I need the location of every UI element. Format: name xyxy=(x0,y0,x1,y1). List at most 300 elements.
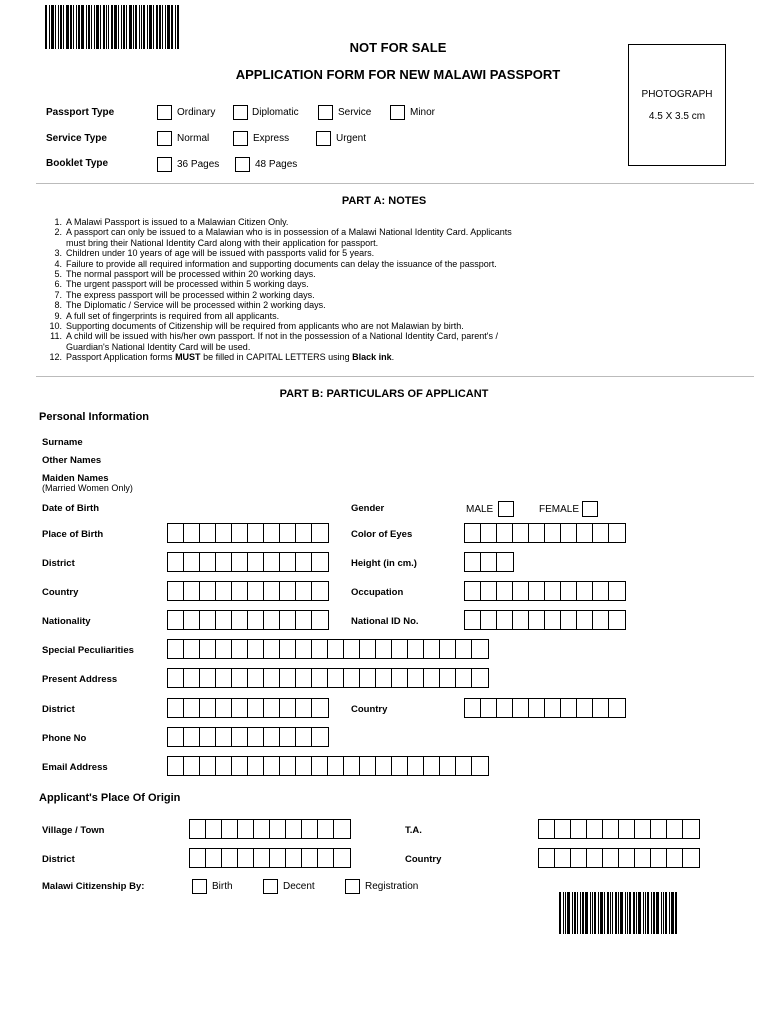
char-cell[interactable] xyxy=(216,728,232,746)
char-cell[interactable] xyxy=(465,553,481,571)
char-cell[interactable] xyxy=(280,524,296,542)
char-cell[interactable] xyxy=(312,728,328,746)
char-cell[interactable] xyxy=(408,669,424,687)
char-cell[interactable] xyxy=(200,699,216,717)
barcode-bar xyxy=(661,892,662,934)
char-cell[interactable] xyxy=(481,582,497,600)
char-cell[interactable] xyxy=(328,640,344,658)
district-input[interactable] xyxy=(167,552,329,572)
char-cell[interactable] xyxy=(232,728,248,746)
barcode-bar xyxy=(153,5,154,49)
char-cell[interactable] xyxy=(302,849,318,867)
barcode-bar xyxy=(582,892,584,934)
male-checkbox[interactable] xyxy=(498,501,514,517)
char-cell[interactable] xyxy=(312,757,328,775)
barcode-bar xyxy=(123,5,125,49)
char-cell[interactable] xyxy=(248,669,264,687)
express-checkbox[interactable] xyxy=(233,131,248,146)
char-cell[interactable] xyxy=(683,820,699,838)
char-cell[interactable] xyxy=(168,582,184,600)
char-cell[interactable] xyxy=(296,524,312,542)
divider-1 xyxy=(36,183,754,184)
char-cell[interactable] xyxy=(264,553,280,571)
char-cell[interactable] xyxy=(238,849,254,867)
female-checkbox[interactable] xyxy=(582,501,598,517)
char-cell[interactable] xyxy=(184,582,200,600)
char-cell[interactable] xyxy=(248,699,264,717)
barcode-bar xyxy=(96,5,99,49)
maiden-names-note: (Married Women Only) xyxy=(42,483,133,493)
char-cell[interactable] xyxy=(216,524,232,542)
char-cell[interactable] xyxy=(683,849,699,867)
char-cell[interactable] xyxy=(424,669,440,687)
char-cell[interactable] xyxy=(545,524,561,542)
char-cell[interactable] xyxy=(497,553,513,571)
not-for-sale-heading: NOT FOR SALE xyxy=(349,40,447,55)
registration-checkbox[interactable] xyxy=(345,879,360,894)
char-cell[interactable] xyxy=(593,699,609,717)
char-cell[interactable] xyxy=(280,611,296,629)
char-cell[interactable] xyxy=(232,582,248,600)
char-cell[interactable] xyxy=(216,553,232,571)
char-cell[interactable] xyxy=(264,640,280,658)
char-cell[interactable] xyxy=(360,757,376,775)
char-cell[interactable] xyxy=(206,849,222,867)
barcode-bar xyxy=(643,892,644,934)
char-cell[interactable] xyxy=(184,757,200,775)
char-cell[interactable] xyxy=(264,699,280,717)
char-cell[interactable] xyxy=(577,699,593,717)
char-cell[interactable] xyxy=(168,611,184,629)
char-cell[interactable] xyxy=(440,640,456,658)
char-cell[interactable] xyxy=(481,699,497,717)
char-cell[interactable] xyxy=(456,757,472,775)
color-of-eyes-input[interactable] xyxy=(464,523,626,543)
note-item: 3. Children under 10 years of age will be issued with passports valid for 5 years. xyxy=(54,248,375,259)
char-cell[interactable] xyxy=(360,640,376,658)
barcode-bar xyxy=(108,5,109,49)
char-cell[interactable] xyxy=(571,820,587,838)
char-cell[interactable] xyxy=(312,640,328,658)
barcode-bar xyxy=(663,892,664,934)
char-cell[interactable] xyxy=(635,820,651,838)
char-cell[interactable] xyxy=(424,757,440,775)
char-cell[interactable] xyxy=(529,524,545,542)
char-cell[interactable] xyxy=(216,640,232,658)
char-cell[interactable] xyxy=(603,849,619,867)
barcode-bar xyxy=(594,892,596,934)
char-cell[interactable] xyxy=(392,757,408,775)
char-cell[interactable] xyxy=(248,611,264,629)
char-cell[interactable] xyxy=(667,849,683,867)
char-cell[interactable] xyxy=(280,757,296,775)
48-pages-label: 48 Pages xyxy=(255,159,298,170)
service-type-label: Service Type xyxy=(46,133,107,144)
height-input[interactable] xyxy=(464,552,514,572)
char-cell[interactable] xyxy=(286,849,302,867)
char-cell[interactable] xyxy=(472,640,488,658)
char-cell[interactable] xyxy=(539,849,555,867)
barcode-bar xyxy=(63,5,64,49)
char-cell[interactable] xyxy=(254,820,270,838)
diplomatic-checkbox[interactable] xyxy=(233,105,248,120)
barcode-bar xyxy=(559,892,561,934)
char-cell[interactable] xyxy=(334,849,350,867)
char-cell[interactable] xyxy=(216,669,232,687)
barcode-bar xyxy=(106,5,107,49)
char-cell[interactable] xyxy=(360,669,376,687)
char-cell[interactable] xyxy=(619,849,635,867)
char-cell[interactable] xyxy=(312,524,328,542)
char-cell[interactable] xyxy=(232,553,248,571)
char-cell[interactable] xyxy=(609,524,625,542)
char-cell[interactable] xyxy=(376,757,392,775)
char-cell[interactable] xyxy=(248,757,264,775)
char-cell[interactable] xyxy=(408,640,424,658)
barcode-bar xyxy=(612,892,613,934)
char-cell[interactable] xyxy=(545,699,561,717)
char-cell[interactable] xyxy=(270,849,286,867)
minor-checkbox[interactable] xyxy=(390,105,405,120)
char-cell[interactable] xyxy=(561,611,577,629)
char-cell[interactable] xyxy=(593,611,609,629)
passport-type-label: Passport Type xyxy=(46,107,115,118)
barcode-bar xyxy=(600,892,603,934)
char-cell[interactable] xyxy=(280,669,296,687)
nationality-label: Nationality xyxy=(42,616,91,627)
char-cell[interactable] xyxy=(577,611,593,629)
address-district-input[interactable] xyxy=(167,698,329,718)
char-cell[interactable] xyxy=(168,640,184,658)
special-peculiarities-label: Special Peculiarities xyxy=(42,645,134,656)
char-cell[interactable] xyxy=(264,728,280,746)
ta-input[interactable] xyxy=(538,819,700,839)
char-cell[interactable] xyxy=(392,669,408,687)
char-cell[interactable] xyxy=(280,728,296,746)
char-cell[interactable] xyxy=(280,640,296,658)
char-cell[interactable] xyxy=(248,582,264,600)
char-cell[interactable] xyxy=(248,524,264,542)
char-cell[interactable] xyxy=(593,524,609,542)
char-cell[interactable] xyxy=(561,582,577,600)
occupation-input[interactable] xyxy=(464,581,626,601)
urgent-checkbox[interactable] xyxy=(316,131,331,146)
char-cell[interactable] xyxy=(184,699,200,717)
char-cell[interactable] xyxy=(667,820,683,838)
char-cell[interactable] xyxy=(168,553,184,571)
barcode-bar xyxy=(627,892,628,934)
char-cell[interactable] xyxy=(513,699,529,717)
char-cell[interactable] xyxy=(184,553,200,571)
char-cell[interactable] xyxy=(328,669,344,687)
char-cell[interactable] xyxy=(264,582,280,600)
char-cell[interactable] xyxy=(296,582,312,600)
char-cell[interactable] xyxy=(424,640,440,658)
char-cell[interactable] xyxy=(184,611,200,629)
ta-label: T.A. xyxy=(405,825,422,836)
place-of-birth-input[interactable] xyxy=(167,523,329,543)
char-cell[interactable] xyxy=(481,611,497,629)
char-cell[interactable] xyxy=(222,820,238,838)
male-label: MALE xyxy=(466,504,494,515)
barcode-bar xyxy=(671,892,674,934)
barcode-bar xyxy=(592,892,593,934)
birth-checkbox[interactable] xyxy=(192,879,207,894)
village-town-input[interactable] xyxy=(189,819,351,839)
char-cell[interactable] xyxy=(232,669,248,687)
char-cell[interactable] xyxy=(232,757,248,775)
barcode-bar xyxy=(167,5,170,49)
char-cell[interactable] xyxy=(168,699,184,717)
char-cell[interactable] xyxy=(264,757,280,775)
char-cell[interactable] xyxy=(456,669,472,687)
char-cell[interactable] xyxy=(472,757,488,775)
char-cell[interactable] xyxy=(619,820,635,838)
char-cell[interactable] xyxy=(184,640,200,658)
barcode-bar xyxy=(111,5,113,49)
char-cell[interactable] xyxy=(168,669,184,687)
char-cell[interactable] xyxy=(296,699,312,717)
note-item: 4. Failure to provide all required information and supporting documents can delay the issuance of the passport. xyxy=(54,258,497,269)
barcode-bar xyxy=(604,892,605,934)
char-cell[interactable] xyxy=(206,820,222,838)
char-cell[interactable] xyxy=(168,728,184,746)
phone-input[interactable] xyxy=(167,727,329,747)
char-cell[interactable] xyxy=(232,611,248,629)
char-cell[interactable] xyxy=(222,849,238,867)
char-cell[interactable] xyxy=(248,640,264,658)
address-country-input[interactable] xyxy=(464,698,626,718)
barcode-bar xyxy=(647,892,649,934)
char-cell[interactable] xyxy=(312,582,328,600)
char-cell[interactable] xyxy=(344,640,360,658)
country-input[interactable] xyxy=(167,581,329,601)
char-cell[interactable] xyxy=(232,640,248,658)
char-cell[interactable] xyxy=(577,582,593,600)
char-cell[interactable] xyxy=(168,757,184,775)
char-cell[interactable] xyxy=(497,611,513,629)
char-cell[interactable] xyxy=(318,820,334,838)
photograph-label: PHOTOGRAPH xyxy=(641,89,713,100)
char-cell[interactable] xyxy=(280,582,296,600)
char-cell[interactable] xyxy=(376,669,392,687)
char-cell[interactable] xyxy=(440,669,456,687)
char-cell[interactable] xyxy=(200,757,216,775)
char-cell[interactable] xyxy=(651,820,667,838)
email-label: Email Address xyxy=(42,762,108,773)
char-cell[interactable] xyxy=(200,728,216,746)
char-cell[interactable] xyxy=(168,524,184,542)
char-cell[interactable] xyxy=(334,820,350,838)
char-cell[interactable] xyxy=(465,611,481,629)
char-cell[interactable] xyxy=(264,669,280,687)
char-cell[interactable] xyxy=(200,640,216,658)
char-cell[interactable] xyxy=(238,820,254,838)
char-cell[interactable] xyxy=(609,611,625,629)
char-cell[interactable] xyxy=(296,553,312,571)
char-cell[interactable] xyxy=(296,640,312,658)
note-item: 5. The normal passport will be processed within 20 working days. xyxy=(54,269,316,280)
note-item: 7. The express passport will be processed within 2 working days. xyxy=(54,289,315,300)
char-cell[interactable] xyxy=(190,849,206,867)
char-cell[interactable] xyxy=(216,757,232,775)
barcode-bar xyxy=(598,892,599,934)
origin-district-label: District xyxy=(42,854,75,865)
barcode-bar xyxy=(615,892,617,934)
char-cell[interactable] xyxy=(497,699,513,717)
char-cell[interactable] xyxy=(545,582,561,600)
char-cell[interactable] xyxy=(296,757,312,775)
char-cell[interactable] xyxy=(587,849,603,867)
char-cell[interactable] xyxy=(593,582,609,600)
char-cell[interactable] xyxy=(481,553,497,571)
char-cell[interactable] xyxy=(312,669,328,687)
barcode-bar xyxy=(81,5,84,49)
char-cell[interactable] xyxy=(577,524,593,542)
char-cell[interactable] xyxy=(280,699,296,717)
char-cell[interactable] xyxy=(216,611,232,629)
char-cell[interactable] xyxy=(609,582,625,600)
barcode-bar xyxy=(651,892,652,934)
char-cell[interactable] xyxy=(232,699,248,717)
char-cell[interactable] xyxy=(264,524,280,542)
char-cell[interactable] xyxy=(312,611,328,629)
booklet-type-label: Booklet Type xyxy=(46,158,109,169)
char-cell[interactable] xyxy=(312,553,328,571)
36-pages-checkbox[interactable] xyxy=(157,157,172,172)
char-cell[interactable] xyxy=(328,757,344,775)
char-cell[interactable] xyxy=(376,640,392,658)
ordinary-checkbox[interactable] xyxy=(157,105,172,120)
char-cell[interactable] xyxy=(200,582,216,600)
char-cell[interactable] xyxy=(497,582,513,600)
barcode-bar xyxy=(638,892,641,934)
char-cell[interactable] xyxy=(440,757,456,775)
char-cell[interactable] xyxy=(190,820,206,838)
char-cell[interactable] xyxy=(465,582,481,600)
char-cell[interactable] xyxy=(472,669,488,687)
char-cell[interactable] xyxy=(232,524,248,542)
place-of-birth-label: Place of Birth xyxy=(42,529,104,540)
char-cell[interactable] xyxy=(200,524,216,542)
char-cell[interactable] xyxy=(456,640,472,658)
barcode-bar xyxy=(159,5,161,49)
char-cell[interactable] xyxy=(392,640,408,658)
origin-district-input[interactable] xyxy=(189,848,351,868)
char-cell[interactable] xyxy=(408,757,424,775)
char-cell[interactable] xyxy=(529,582,545,600)
char-cell[interactable] xyxy=(254,849,270,867)
barcode-top xyxy=(45,5,180,49)
char-cell[interactable] xyxy=(561,699,577,717)
48-pages-checkbox[interactable] xyxy=(235,157,250,172)
email-input[interactable] xyxy=(167,756,489,776)
char-cell[interactable] xyxy=(302,820,318,838)
char-cell[interactable] xyxy=(200,669,216,687)
barcode-bar xyxy=(618,892,619,934)
barcode-bar xyxy=(675,892,677,934)
char-cell[interactable] xyxy=(312,699,328,717)
barcode-bar xyxy=(171,5,173,49)
barcode-bar xyxy=(165,5,166,49)
char-cell[interactable] xyxy=(609,699,625,717)
char-cell[interactable] xyxy=(344,669,360,687)
char-cell[interactable] xyxy=(497,524,513,542)
service-checkbox[interactable] xyxy=(318,105,333,120)
char-cell[interactable] xyxy=(216,582,232,600)
national-id-input[interactable] xyxy=(464,610,626,630)
barcode-bar xyxy=(60,5,62,49)
char-cell[interactable] xyxy=(465,699,481,717)
char-cell[interactable] xyxy=(529,699,545,717)
char-cell[interactable] xyxy=(481,524,497,542)
char-cell[interactable] xyxy=(296,669,312,687)
char-cell[interactable] xyxy=(184,669,200,687)
char-cell[interactable] xyxy=(529,611,545,629)
char-cell[interactable] xyxy=(587,820,603,838)
nationality-input[interactable] xyxy=(167,610,329,630)
char-cell[interactable] xyxy=(603,820,619,838)
char-cell[interactable] xyxy=(513,611,529,629)
present-address-input[interactable] xyxy=(167,668,489,688)
divider-2 xyxy=(36,376,754,377)
birth-label: Birth xyxy=(212,881,233,892)
normal-checkbox[interactable] xyxy=(157,131,172,146)
char-cell[interactable] xyxy=(184,728,200,746)
barcode-bar xyxy=(633,892,635,934)
char-cell[interactable] xyxy=(561,524,577,542)
special-peculiarities-input[interactable] xyxy=(167,639,489,659)
char-cell[interactable] xyxy=(513,524,529,542)
barcode-bar xyxy=(585,892,588,934)
barcode-bar xyxy=(45,5,47,49)
char-cell[interactable] xyxy=(545,611,561,629)
barcode-bar xyxy=(625,892,626,934)
char-cell[interactable] xyxy=(465,524,481,542)
char-cell[interactable] xyxy=(571,849,587,867)
char-cell[interactable] xyxy=(555,849,571,867)
personal-information-heading: Personal Information xyxy=(39,411,150,423)
char-cell[interactable] xyxy=(286,820,302,838)
char-cell[interactable] xyxy=(555,820,571,838)
char-cell[interactable] xyxy=(200,553,216,571)
char-cell[interactable] xyxy=(651,849,667,867)
char-cell[interactable] xyxy=(248,553,264,571)
char-cell[interactable] xyxy=(216,699,232,717)
char-cell[interactable] xyxy=(635,849,651,867)
barcode-bar xyxy=(114,5,117,49)
barcode-bar xyxy=(629,892,631,934)
origin-country-label: Country xyxy=(405,854,442,865)
char-cell[interactable] xyxy=(270,820,286,838)
barcode-bar xyxy=(86,5,87,49)
barcode-bar xyxy=(572,892,573,934)
char-cell[interactable] xyxy=(184,524,200,542)
char-cell[interactable] xyxy=(513,582,529,600)
char-cell[interactable] xyxy=(264,611,280,629)
char-cell[interactable] xyxy=(318,849,334,867)
service-label: Service xyxy=(338,107,372,118)
char-cell[interactable] xyxy=(296,728,312,746)
char-cell[interactable] xyxy=(539,820,555,838)
char-cell[interactable] xyxy=(248,728,264,746)
decent-checkbox[interactable] xyxy=(263,879,278,894)
origin-country-input[interactable] xyxy=(538,848,700,868)
char-cell[interactable] xyxy=(280,553,296,571)
char-cell[interactable] xyxy=(344,757,360,775)
char-cell[interactable] xyxy=(200,611,216,629)
char-cell[interactable] xyxy=(296,611,312,629)
